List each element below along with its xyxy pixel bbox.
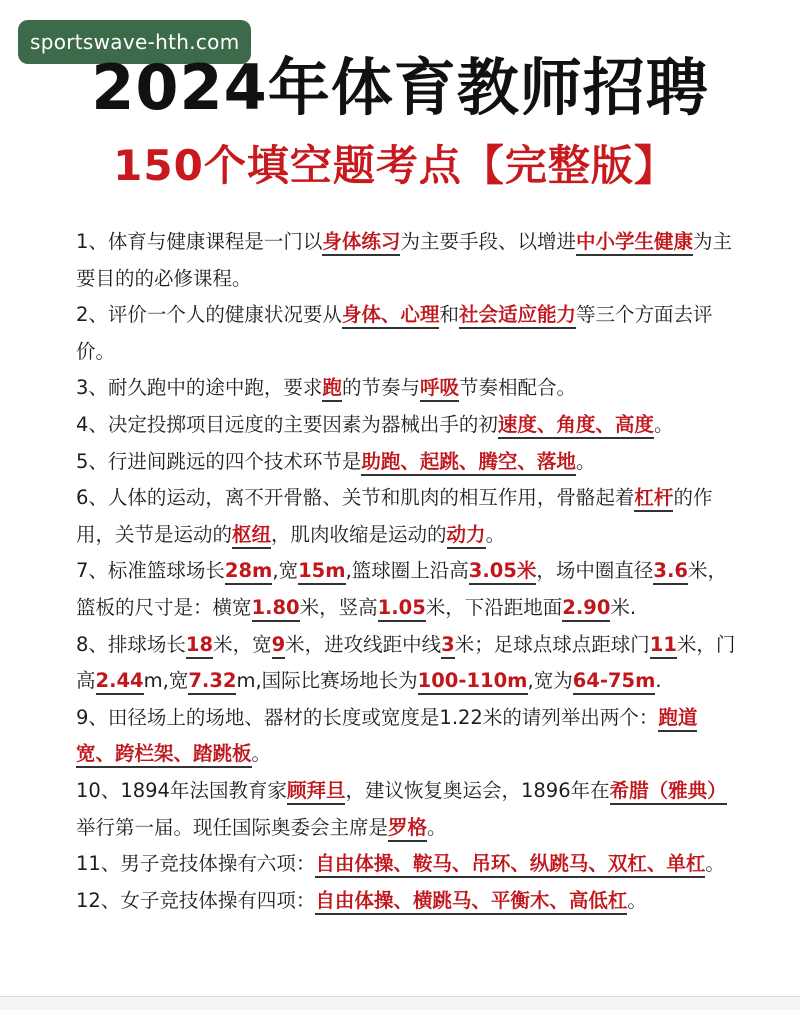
- answer-blank: 1.05: [378, 596, 426, 622]
- question-text: 11、男子竞技体操有六项：: [76, 852, 316, 876]
- bottom-divider: [0, 996, 800, 1010]
- question-text: 6、人体的运动，离不开骨骼、关节和肌肉的相互作用，骨骼起着: [76, 486, 635, 510]
- answer-blank: 3.6: [653, 559, 688, 585]
- answer-blank: 28m: [225, 559, 272, 585]
- question-text: 为主要目的的必修课程。: [76, 230, 732, 290]
- question-text: 7、标准篮球场长: [76, 559, 225, 583]
- question-item: [76, 444, 736, 481]
- question-text: 。: [627, 888, 647, 912]
- question-text: 10、1894年法国教育家: [76, 778, 287, 802]
- question-text: 12、女子竞技体操有四项：: [76, 888, 316, 912]
- question-item: [76, 883, 736, 920]
- question-text: ，建议恢复奥运会，1896年在: [345, 778, 610, 802]
- question-text: 的节奏与: [341, 376, 420, 400]
- answer-blank: 中小学生健康: [576, 230, 693, 256]
- question-text: m,国际比赛场地长为: [236, 669, 418, 693]
- question-text: ，场中圈直径: [536, 559, 654, 583]
- question-text: ,篮球圈上沿高: [345, 559, 469, 583]
- question-text: 3、耐久跑中的途中跑，要求: [76, 376, 323, 400]
- answer-blank: 2.44: [96, 669, 144, 695]
- question-text: 的作用，关节是运动的: [76, 486, 713, 546]
- question-text: ，肌肉收缩是运动的: [271, 522, 447, 546]
- answer-blank: 跑: [322, 376, 342, 402]
- question-item: [76, 297, 736, 370]
- question-item: [76, 846, 736, 883]
- question-text: 。: [575, 449, 596, 473]
- answer-blank: 7.32: [188, 669, 236, 695]
- answer-blank: 1.80: [252, 596, 300, 622]
- question-text: 举行第一届。现任国际奥委会主席是: [76, 815, 389, 839]
- question-text: 4、决定投掷项目远度的主要因素为器械出手的初: [76, 412, 498, 436]
- answer-blank: 动力: [447, 523, 486, 549]
- question-text: ,宽: [272, 559, 299, 583]
- answer-blank: 杠杆: [634, 486, 673, 512]
- answer-blank: 2.90: [562, 596, 610, 622]
- question-text: 米，宽: [213, 632, 272, 656]
- answer-blank: 呼吸: [420, 376, 459, 402]
- question-item: [76, 553, 736, 626]
- answer-blank: 自由体操、鞍马、吊环、纵跳马、双杠、单杠: [315, 852, 705, 878]
- question-item: [76, 224, 736, 297]
- question-item: [76, 480, 736, 553]
- answer-blank: 助跑、起跳、腾空、落地: [361, 450, 576, 476]
- question-text: 。: [705, 852, 725, 876]
- answer-blank: 身体、心理: [342, 303, 440, 329]
- page-title: 2024年体育教师招聘: [91, 51, 709, 124]
- answer-blank: 9: [272, 633, 286, 659]
- watermark-badge: sportswave-hth.com: [18, 20, 251, 64]
- question-text: 。: [251, 742, 272, 766]
- question-text: 。: [485, 522, 506, 546]
- question-text: 9、田径场上的场地、器材的长度或宽度是1.22米的请列举出两个：: [76, 705, 659, 729]
- question-text: ,宽为: [527, 669, 573, 693]
- question-text: 等三个方面去评价。: [76, 303, 713, 363]
- question-text: 米，篮板的尺寸是：横宽: [76, 559, 727, 619]
- question-item: [76, 700, 736, 773]
- question-text: 米，竖高: [299, 595, 378, 619]
- answer-blank: 罗格: [388, 816, 427, 842]
- answer-blank: 100-110m: [418, 669, 528, 695]
- answer-blank: 15m: [298, 559, 345, 585]
- answer-blank: 自由体操、横跳马、平衡木、高低杠: [315, 889, 627, 915]
- question-item: [76, 370, 736, 407]
- answer-blank: 枢纽: [232, 523, 271, 549]
- question-text: 米，门高: [76, 632, 736, 693]
- question-text: 米，下沿距地面: [425, 595, 563, 619]
- question-text: 8、排球场长: [76, 632, 186, 656]
- question-text: 1、体育与健康课程是一门以: [76, 230, 323, 253]
- question-item: [76, 407, 736, 444]
- answer-blank: 11: [650, 633, 677, 659]
- question-text: 米.: [610, 595, 637, 619]
- question-list: [76, 224, 736, 919]
- question-text: 。: [653, 412, 674, 436]
- question-text: 米，进攻线距中线: [285, 632, 442, 656]
- question-item: [76, 773, 736, 846]
- answer-blank: 3.05米: [469, 559, 537, 585]
- question-text: 。: [427, 815, 447, 839]
- question-item: [76, 627, 736, 700]
- page-subtitle: 150个填空题考点【完整版】: [113, 141, 677, 190]
- answer-blank: 18: [186, 633, 213, 659]
- question-text: m,宽: [143, 669, 189, 693]
- question-text: .: [655, 669, 662, 693]
- question-text: 2、评价一个人的健康状况要从: [76, 303, 342, 327]
- answer-blank: 64-75m: [573, 669, 656, 695]
- question-text: 节奏相配合。: [458, 376, 576, 400]
- question-text: 米；足球点球点距球门: [454, 632, 650, 656]
- answer-blank: 速度、角度、高度: [498, 413, 654, 439]
- answer-blank: 顾拜旦: [287, 779, 346, 805]
- answer-blank: 希腊（雅典）: [610, 779, 727, 805]
- answer-blank: 3: [441, 633, 455, 659]
- answer-blank: 身体练习: [322, 230, 400, 256]
- question-text: 5、行进间跳远的四个技术环节是: [76, 449, 362, 473]
- question-text: 为主要手段、以增进: [400, 230, 576, 253]
- answer-blank: 社会适应能力: [459, 303, 576, 329]
- answer-blank: 跑道宽、跨栏架、踏跳板: [76, 706, 697, 769]
- question-text: 和: [439, 303, 459, 327]
